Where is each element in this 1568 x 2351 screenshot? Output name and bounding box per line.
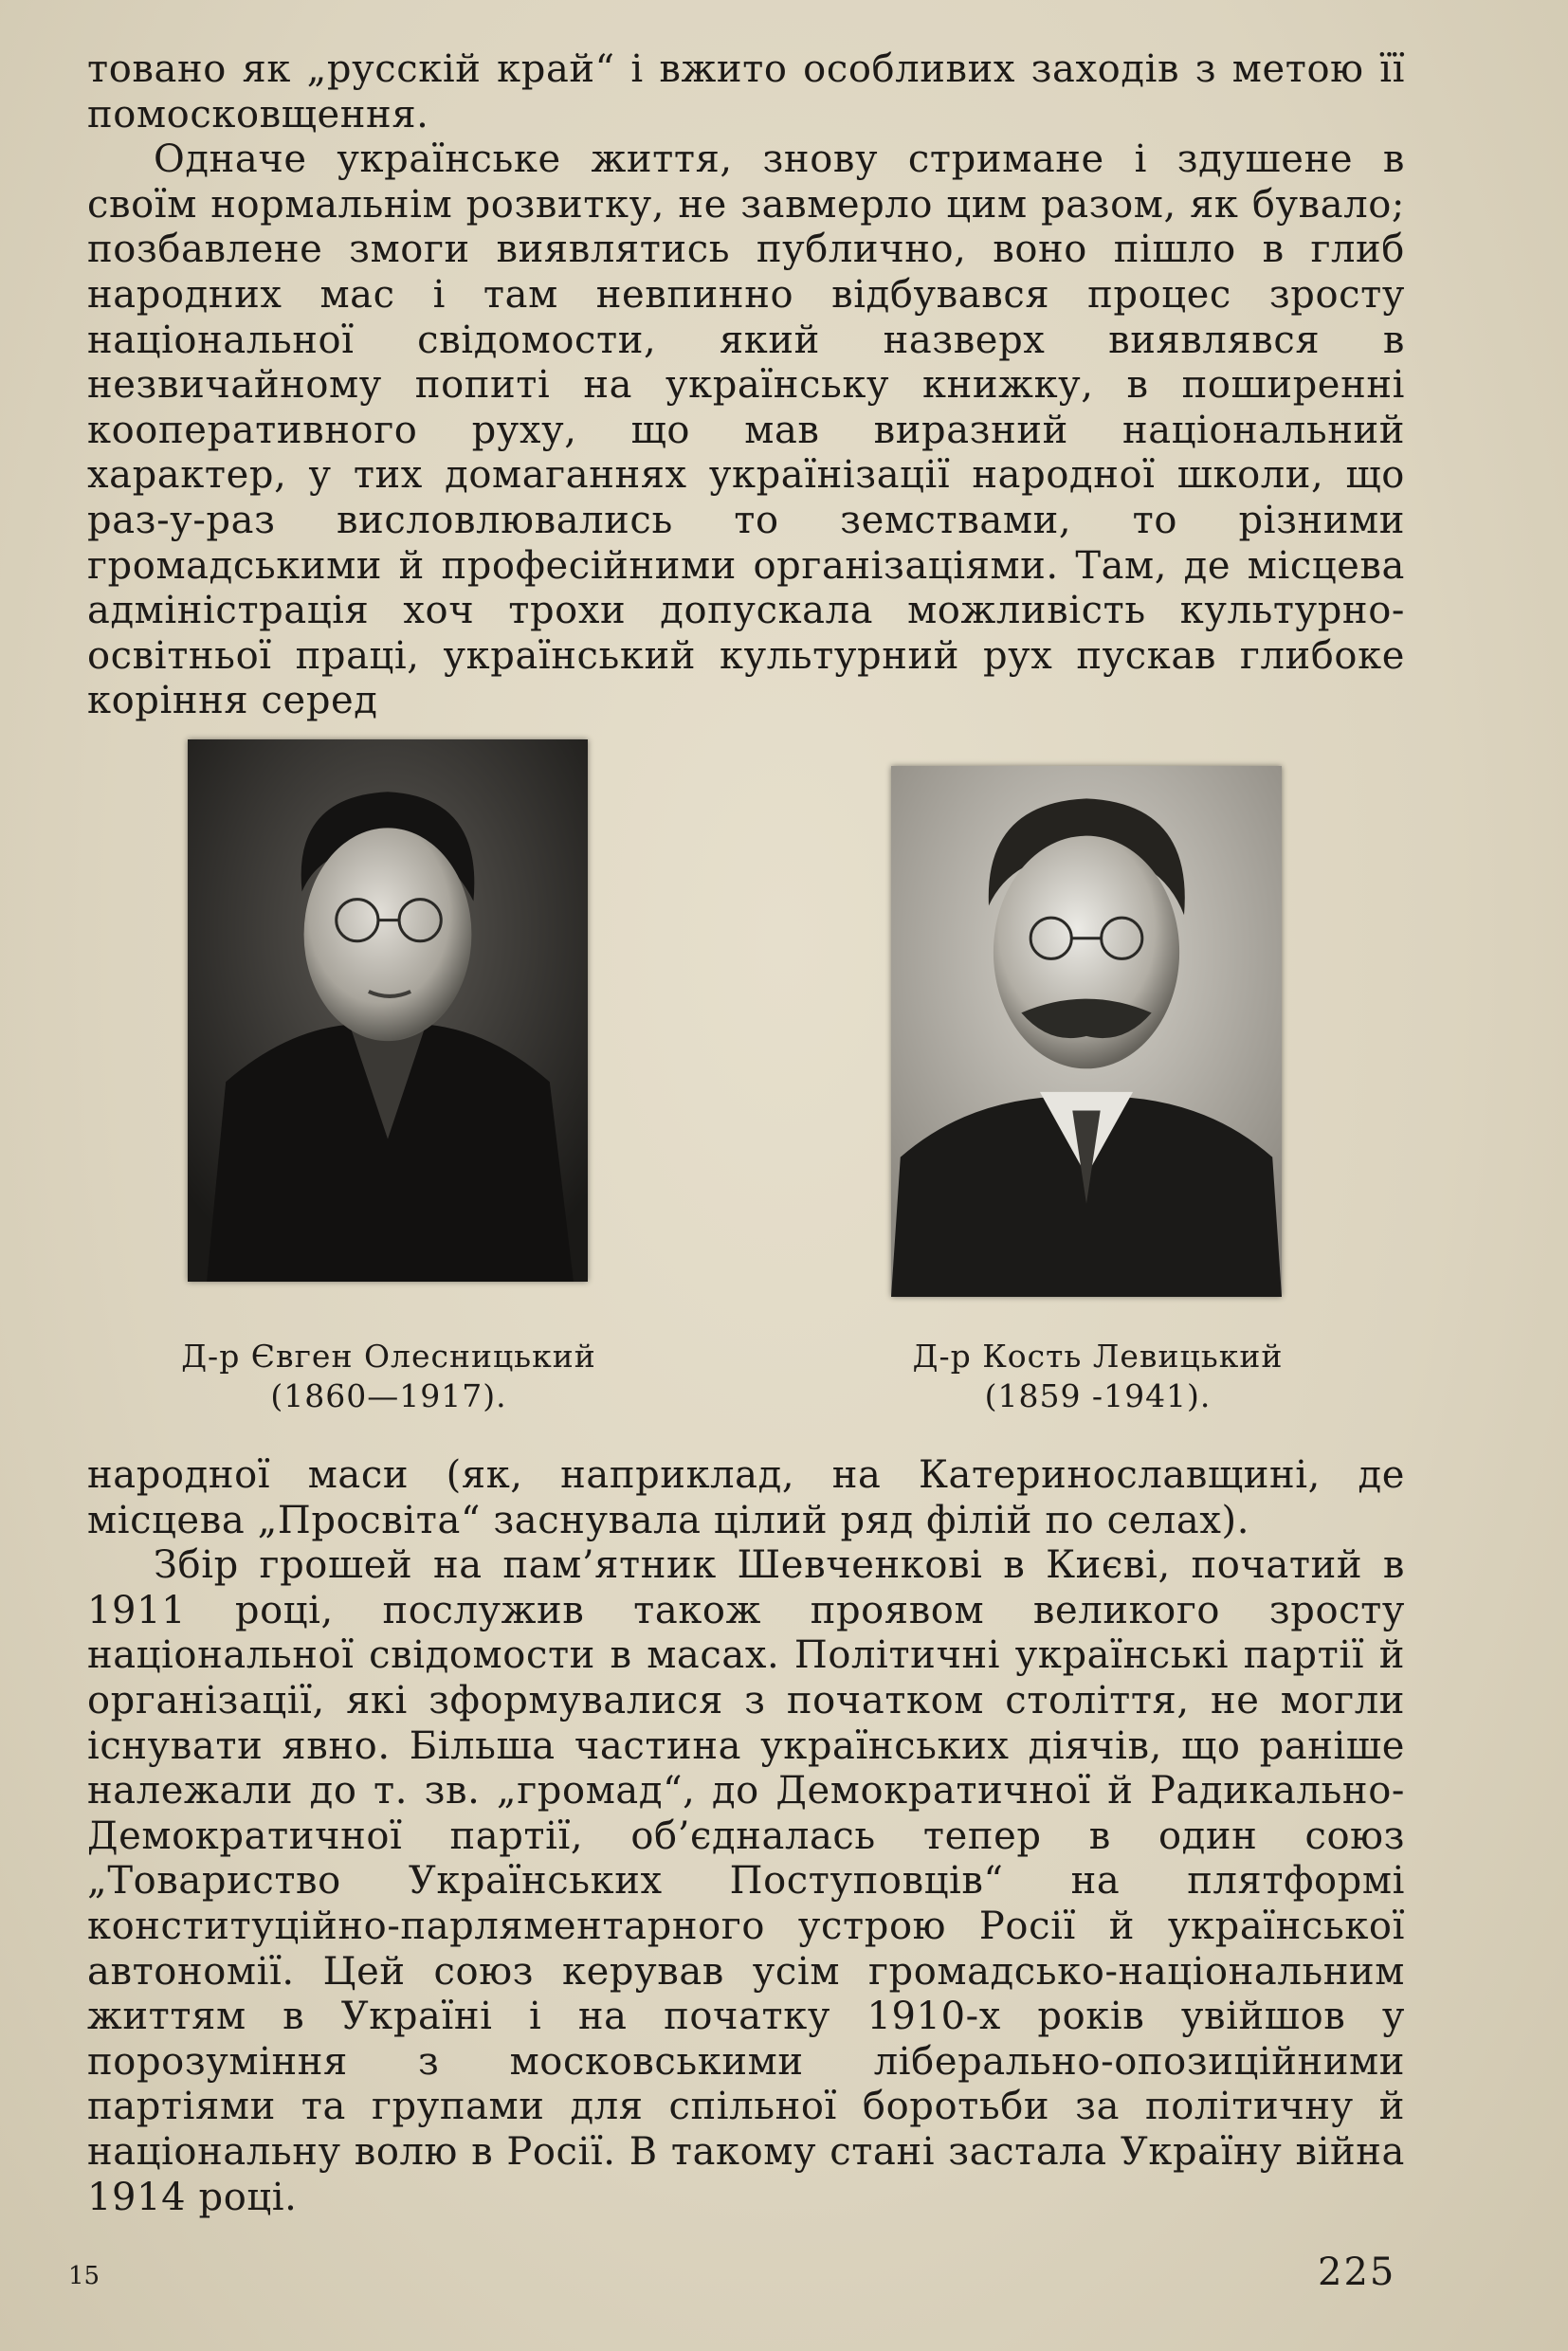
caption-levytsky — [851, 1337, 1344, 1416]
caption-years: (1860—1917). — [270, 1377, 507, 1414]
caption-years: (1859 -1941). — [984, 1377, 1212, 1414]
text-block-bottom — [87, 1453, 1405, 2220]
caption-name: Д-р Кость Левицький — [912, 1338, 1284, 1375]
page-number: 225 — [1318, 2251, 1396, 2294]
paragraph-prosvita: народної маси (як, наприклад, на Катеринославщині, де місцева „Просвіта“ заснувала цілий ряд філій по селах). — [87, 1453, 1405, 1542]
caption-name: Д-р Євген Олесницький — [181, 1338, 596, 1375]
portrait-olesnytsky-image — [188, 739, 588, 1282]
paragraph-continuation: товано як „русскій край“ і вжито особливих заходів з метою її помосковщення. — [87, 47, 1405, 137]
paragraph-shevchenko-monument: Збір грошей на пам’ятник Шевченкові в Києві, початий в 1911 році, послужив також проявом великого зросту національної свідомости в масах. Політичні українські партії й організації, які зформувалися з початком століття, не могли існувати явно. Більша частина українських діячів, що раніше належали до т. зв. „громад“, до Демократичної й Радикально-Демократичної партії, об’єдналась тепер в один союз „Товариство Українських Поступовців“ на плятформі конституційно-парляментарного устрою Росії й української автономії. Цей союз керував усім громадсько-національним життям в Україні і на початку 1910-х років увійшов у порозуміння з московськими ліберально-опозиційними партіями та групами для спільної боротьби за політичну й національну волю в Росії. В такому стані застала Україну війна 1914 році. — [87, 1543, 1405, 2219]
portrait-levytsky-image — [891, 766, 1282, 1297]
paragraph-ukrainian-life: Одначе українське життя, знову стримане і здушене в своїм нормальнім розвитку, не завмерло цим разом, як бувало; позбавлене змоги виявлятись публично, воно пішло в глиб народних мас і там невпинно відбувався процес зросту національної свідомости, який назверх виявлявся в незвичайному попиті на українську книжку, в поширенні кооперативного руху, що мав виразний національний характер, у тих домаганнях українізації народної школи, що раз-у-раз висловлювались то земствами, то різними громадськими й професійними організаціями. Там, де місцева адміністрація хоч трохи допускала можливість культурно-освітньої праці, український культурний рух пускав глибоке коріння серед — [87, 137, 1405, 723]
caption-olesnytsky — [142, 1337, 635, 1416]
portrait-levytsky — [891, 766, 1282, 1297]
portrait-olesnytsky — [188, 739, 588, 1282]
text-block-top — [87, 47, 1405, 724]
printer-signature-mark: 15 — [68, 2262, 100, 2290]
